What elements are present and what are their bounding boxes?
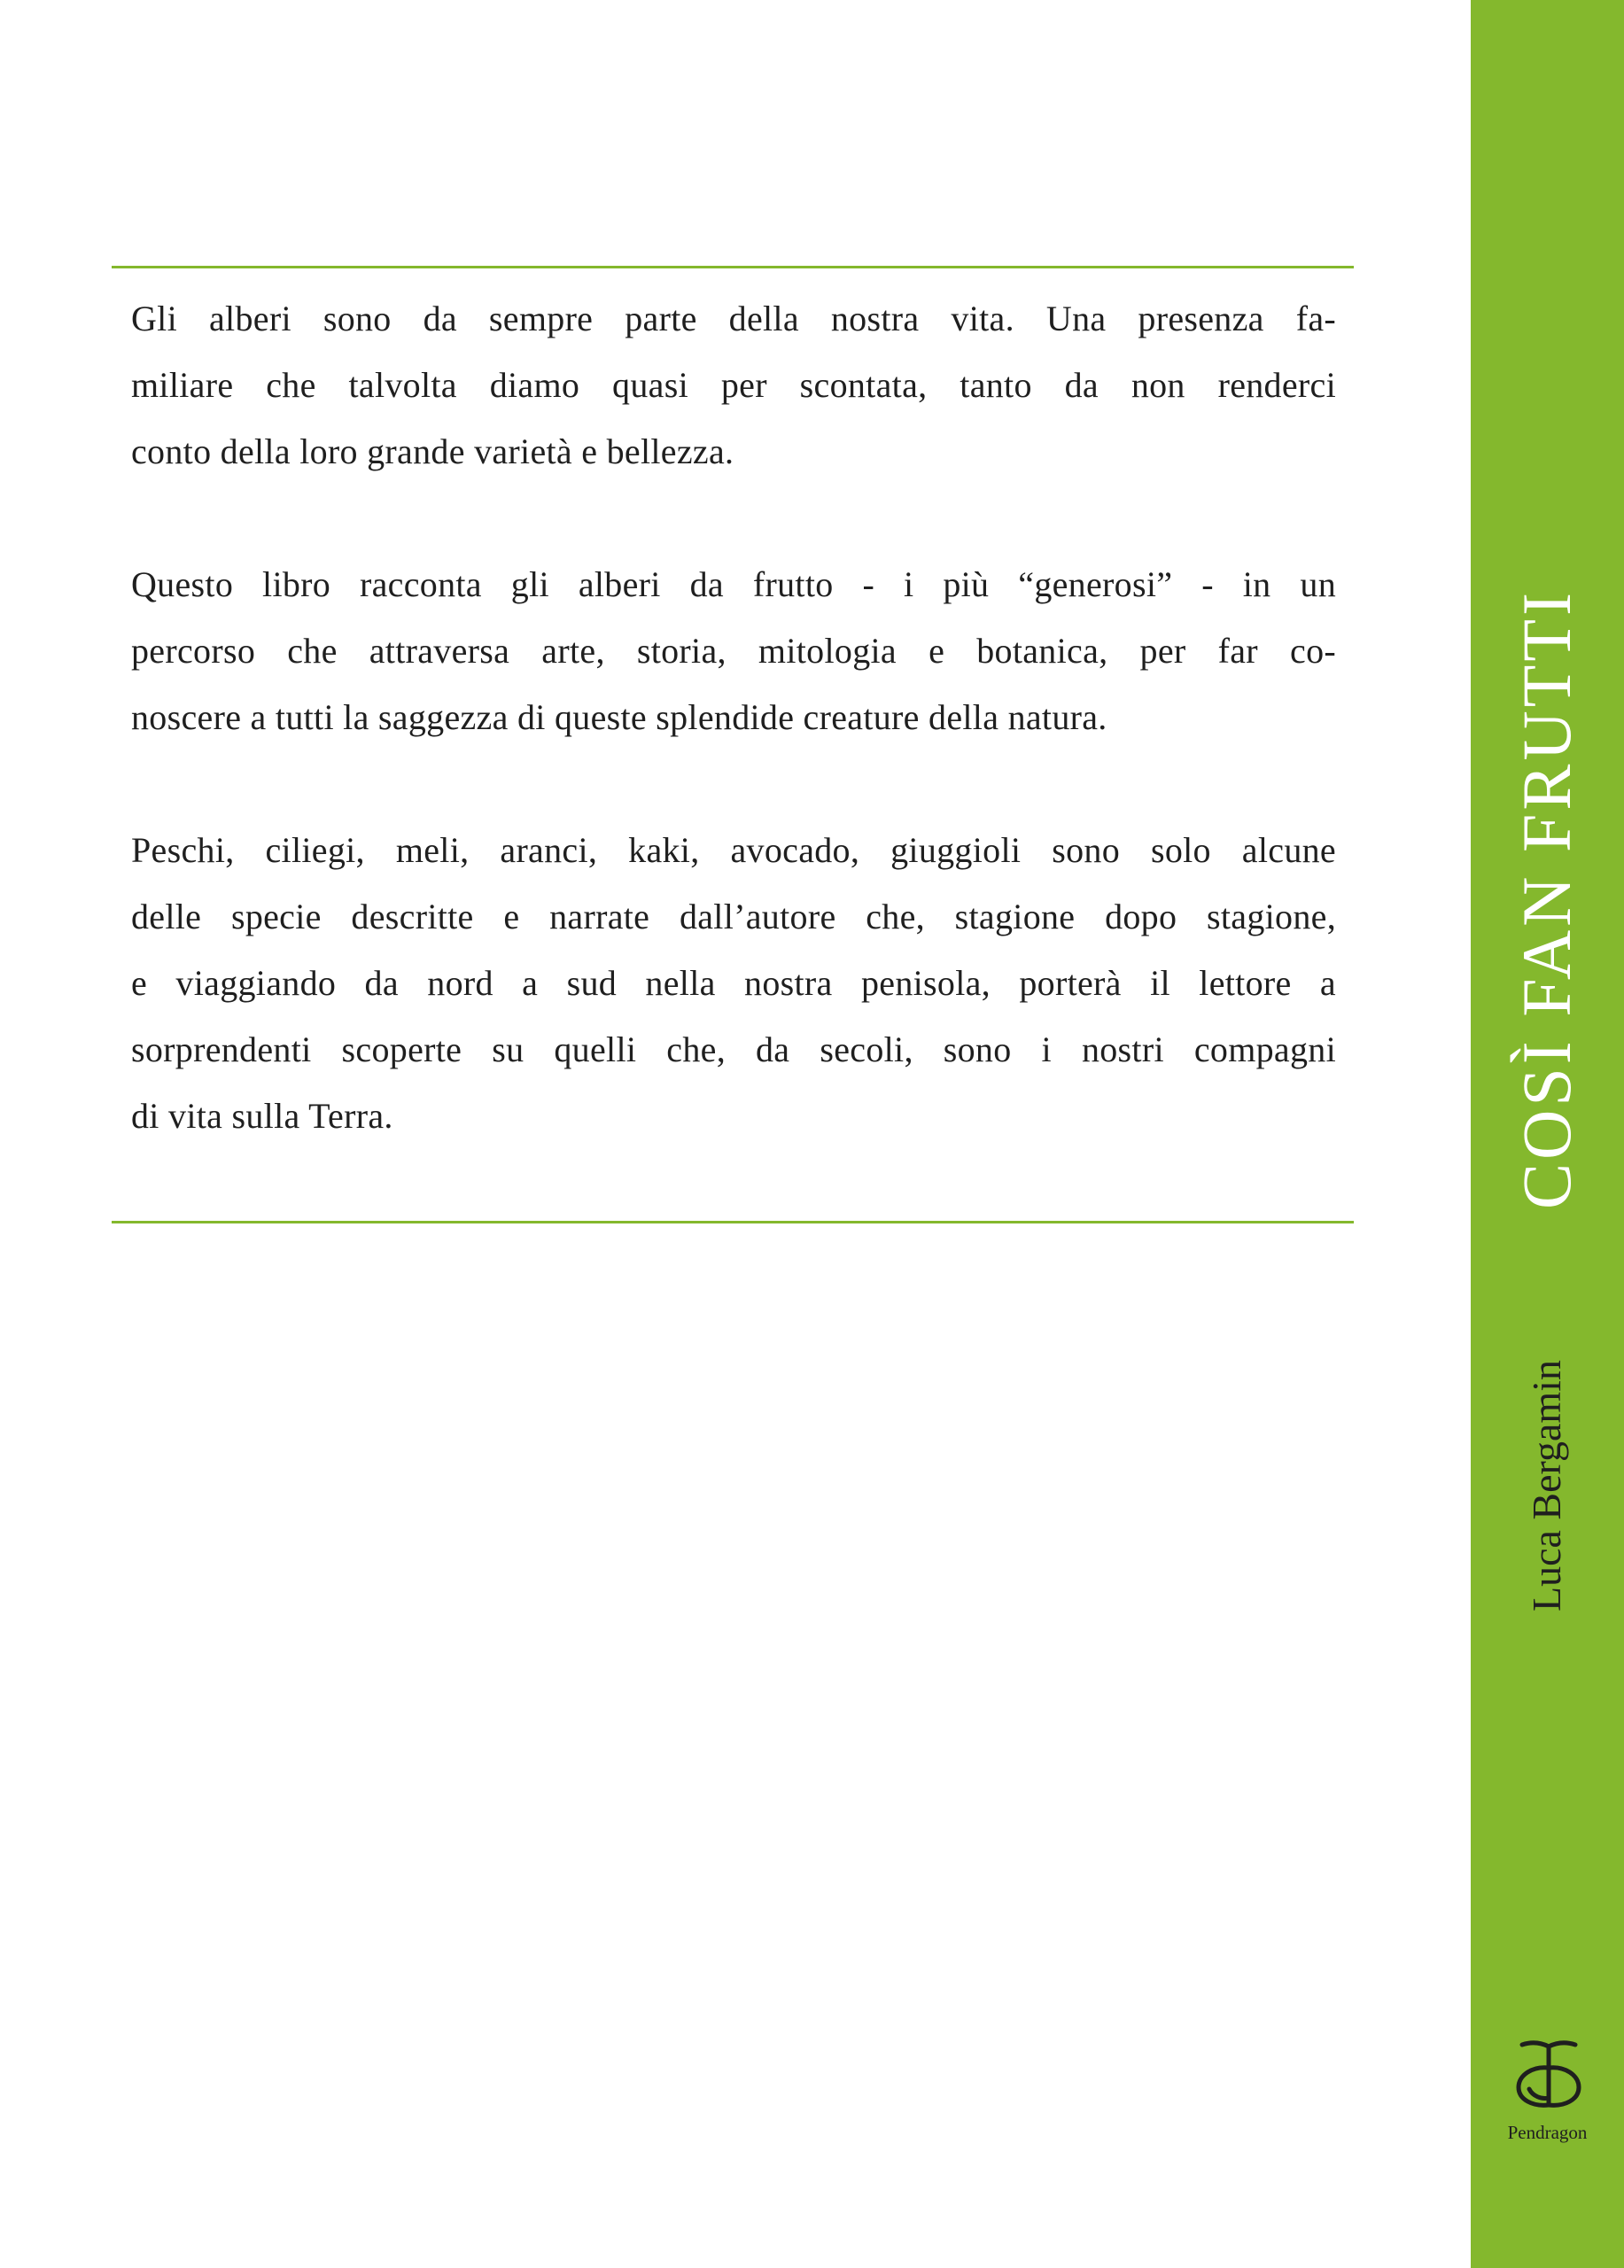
blurb-line: Gli alberi sono da sempre parte della nostra vita. Una presenza fa- (131, 299, 1336, 338)
blurb-line: di vita sulla Terra. (131, 1096, 393, 1136)
blurb-line: percorso che attraversa arte, storia, mitologia e botanica, per far co- (131, 631, 1336, 671)
blurb-line: noscere a tutti la saggezza di queste splendide creature della natura. (131, 697, 1107, 737)
blurb-line: e viaggiando da nord a sud nella nostra penisola, porterà il lettore a (131, 963, 1336, 1003)
publisher-name: Pendragon (1507, 2122, 1588, 2143)
blurb-line: delle specie descritte e narrate dall’autore che, stagione dopo stagione, (131, 897, 1336, 936)
blurb-paragraph-3 (131, 817, 1336, 1149)
blurb-line: Peschi, ciliegi, meli, aranci, kaki, avocado, giuggioli sono solo alcune (131, 830, 1336, 870)
blurb-line: miliare che talvolta diamo quasi per scontata, tanto da non renderci (131, 365, 1336, 405)
blurb-text (131, 285, 1336, 1216)
spine (1471, 0, 1624, 2268)
spine-author-name: Luca Bergamin (1524, 1360, 1569, 1612)
pendragon-logo-icon (1506, 2038, 1591, 2117)
blurb-line: Questo libro racconta gli alberi da frutto - i più “generosi” - in un (131, 564, 1336, 604)
blurb-line: conto della loro grande varietà e bellezza. (131, 431, 734, 471)
bottom-divider (112, 1221, 1354, 1223)
blurb-paragraph-2 (131, 551, 1336, 750)
top-divider (112, 266, 1354, 268)
blurb-line: sorprendenti scoperte su quelli che, da secoli, sono i nostri compagni (131, 1029, 1336, 1069)
spine-book-title: COSÌ FAN FRUTTI (1508, 589, 1585, 1209)
blurb-paragraph-1 (131, 285, 1336, 485)
